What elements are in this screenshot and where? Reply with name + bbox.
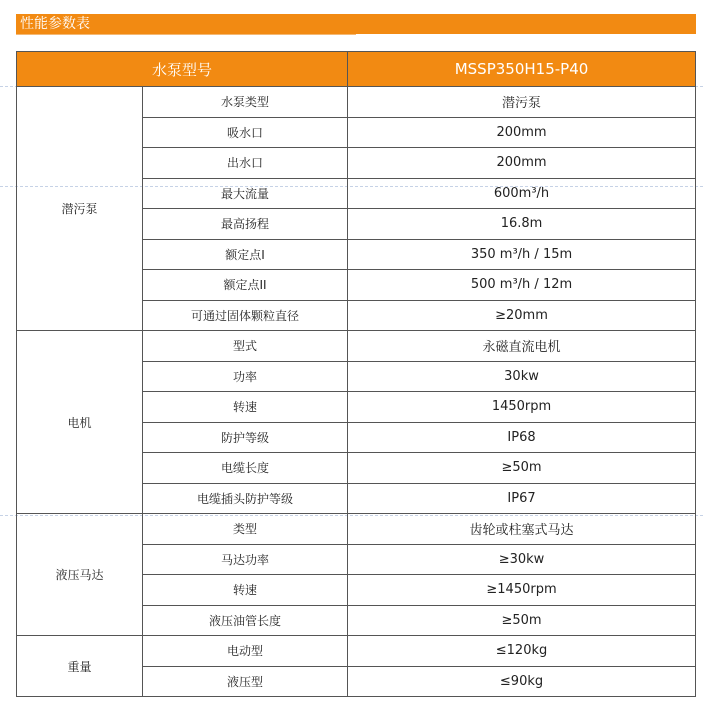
table-header-row [17, 52, 696, 87]
param-name: 水泵类型 [143, 87, 348, 118]
group-label: 重量 [17, 636, 143, 697]
param-name: 可通过固体颗粒直径 [143, 300, 348, 331]
param-value: ≥30kw [348, 544, 696, 575]
param-value: ≤90kg [348, 666, 696, 697]
section-title: 性能参数表 [20, 16, 90, 32]
param-name: 液压型 [143, 666, 348, 697]
param-name: 额定点II [143, 270, 348, 301]
table-row [17, 331, 696, 362]
param-value: 200mm [348, 117, 696, 148]
param-value: 1450rpm [348, 392, 696, 423]
table-row [17, 87, 696, 118]
param-value: 600m³/h [348, 178, 696, 209]
param-value: IP68 [348, 422, 696, 453]
param-value: 潜污泵 [348, 87, 696, 118]
param-name: 额定点I [143, 239, 348, 270]
param-value: ≥50m [348, 605, 696, 636]
section-title-bar [16, 14, 696, 34]
param-value: ≥50m [348, 453, 696, 484]
param-value: 350 m³/h / 15m [348, 239, 696, 270]
param-name: 液压油管长度 [143, 605, 348, 636]
param-name: 电缆插头防护等级 [143, 483, 348, 514]
header-model-value: MSSP350H15-P40 [348, 52, 696, 87]
param-value: 16.8m [348, 209, 696, 240]
title-underline [16, 34, 356, 35]
param-value: 500 m³/h / 12m [348, 270, 696, 301]
param-value: ≥20mm [348, 300, 696, 331]
param-value: 30kw [348, 361, 696, 392]
param-name: 类型 [143, 514, 348, 545]
table-row [17, 636, 696, 667]
param-value: ≥1450rpm [348, 575, 696, 606]
param-name: 最高扬程 [143, 209, 348, 240]
group-label: 潜污泵 [17, 87, 143, 331]
param-name: 出水口 [143, 148, 348, 179]
param-value: ≤120kg [348, 636, 696, 667]
header-model-label: 水泵型号 [17, 52, 348, 87]
param-name: 最大流量 [143, 178, 348, 209]
param-name: 吸水口 [143, 117, 348, 148]
spec-table [16, 51, 696, 697]
group-label: 电机 [17, 331, 143, 514]
param-name: 转速 [143, 392, 348, 423]
param-value: IP67 [348, 483, 696, 514]
param-name: 转速 [143, 575, 348, 606]
param-name: 防护等级 [143, 422, 348, 453]
param-name: 电动型 [143, 636, 348, 667]
param-value: 永磁直流电机 [348, 331, 696, 362]
param-name: 马达功率 [143, 544, 348, 575]
param-name: 电缆长度 [143, 453, 348, 484]
group-label: 液压马达 [17, 514, 143, 636]
param-value: 200mm [348, 148, 696, 179]
table-row [17, 514, 696, 545]
param-name: 型式 [143, 331, 348, 362]
param-name: 功率 [143, 361, 348, 392]
param-value: 齿轮或柱塞式马达 [348, 514, 696, 545]
